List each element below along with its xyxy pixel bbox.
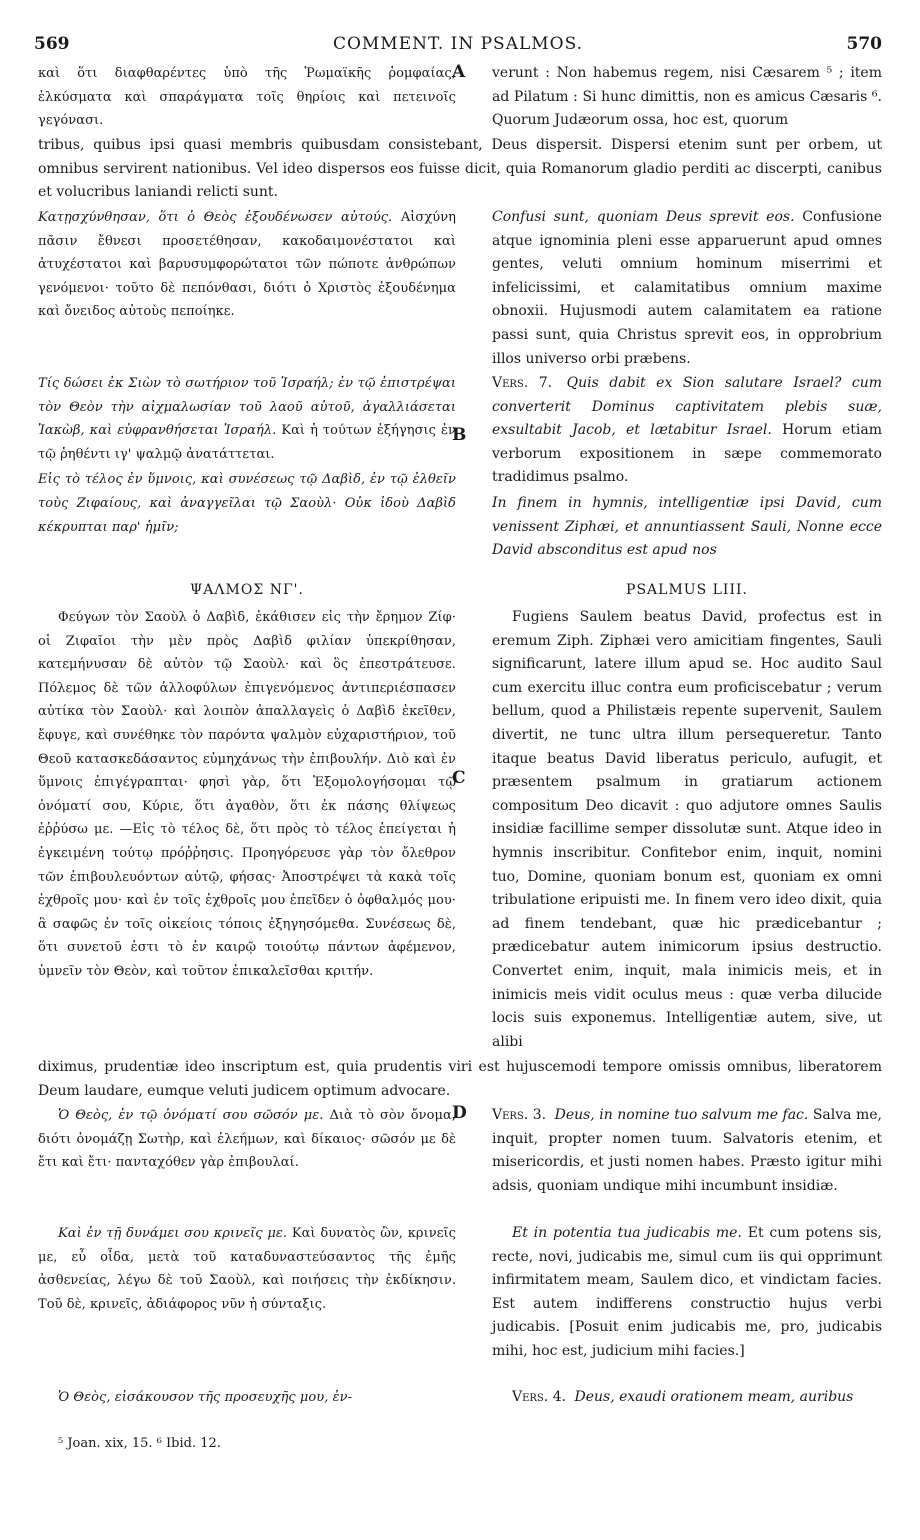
margin-letter-d: D: [452, 1103, 467, 1123]
latin-column: [492, 372, 882, 563]
latin-psalm-inscription: In finem in hymnis, intelligentiæ ipsi David, cum venissent Ziphæi, et annuntiassent Sauli, Nonne ecce David absconditus est apud nos: [492, 494, 882, 559]
latin-commentary: Horum etiam verborum expositionem in sæpe commemorato tradidimus psalmo.: [492, 422, 882, 486]
verse-number: Vers. 7.: [492, 375, 553, 391]
page-number-right: 570: [846, 34, 882, 54]
latin-column: [492, 206, 882, 371]
latin-lemma: Quis dabit ex Sion salutare Israel? cum converterit Dominus captivitatem plebis suæ, exsultabit Jacob, et lætabitur Israel.: [492, 375, 882, 439]
latin-lemma: Deus, in nomine tuo salvum me fac.: [554, 1107, 809, 1123]
margin-letter-b: B: [452, 425, 467, 445]
greek-column: [38, 372, 456, 539]
latin-psalm-title: PSALMUS LIII.: [626, 582, 748, 598]
greek-column: [38, 1222, 456, 1316]
margin-letter-c: C: [452, 768, 466, 788]
greek-lemma: Κατῃσχύνθησαν, ὅτι ὁ Θεὸς ἐξουδένωσεν αὐτούς.: [38, 210, 393, 225]
footnote: ⁵ Joan. xix, 15. ⁶ Ibid. 12.: [58, 1436, 221, 1451]
greek-argument: Φεύγων τὸν Σαοὺλ ὁ Δαβὶδ, ἐκάθισεν εἰς τὴν ἔρημον Ζίφ· οἱ Ζιφαῖοι τὴν μὲν πρὸς Δαβὶδ φιλίαν ὑπεκρίθησαν, κατεμήνυσαν δὲ αὐτὸν τῷ Σαοὺλ· καὶ ὃς ἐπεστράτευσε. Πόλεμος δὲ τῶν ἀλλοφύλων ἐπιγενόμενος ἀντιπεριέσπασεν αὐτίκα τὸν Σαοὺλ· καὶ λοιπὸν ἀπαλλαγεὶς ὁ Δαβὶδ ἐκεῖθεν, ἔφυγε, καὶ συνέθηκε τὸν παρόντα ψαλμὸν εὐχαριστήριον, τοῦ Θεοῦ κατασκεδάσαντος εὐμηχάνως τὴν ἐπιβουλήν. Διὸ καὶ ἐν ὕμνοις ἐπιγέγραπται· φησὶ γὰρ, ὅτι Ἐξομολογήσομαι τῷ ὀνόματί σου, Κύριε, ὅτι ἀγαθὸν, ὅτι ἐκ πάσης θλίψεως ἐῤῥύσω με. —Εἰς τὸ τέλος δὲ, ὅτι πρὸς τὸ τέλος ἐπείγεται ἡ ἐγκειμένη τούτῳ πρόῤῥησις. Προηγόρευσε γὰρ τὸν ὄλεθρον τῶν ἐπιβουλευόντων αὐτῷ, φήσας· Ἀποστρέψει τὰ κακὰ τοῖς ἐχθροῖς μου· καὶ ἐν τοῖς ἐχθροῖς μου ἐπεῖδεν ὁ ὀφθαλμός μου· ἃ σαφῶς ἐν τοῖς οἰκείοις τόποις ἐξηγησόμεθα. Συνέσεως δὲ, ὅτι συνετοῦ ἐστι τὸ ἐν καιρῷ τοιούτῳ πάντων ἀφέμενον, ὑμνεῖν τὸν Θεὸν, καὶ τοῦτον ἐπικαλεῖσθαι κριτήν.: [38, 610, 456, 979]
greek-lemma: Καὶ ἐν τῇ δυνάμει σου κρινεῖς με.: [58, 1226, 288, 1241]
latin-lemma: Deus, exaudi orationem meam, auribus: [574, 1389, 854, 1405]
page-header: [34, 34, 882, 58]
full-width-paragraph-1: tribus, quibus ipsi quasi membris quibusdam consistebant, Deus dispersit. Dispersi etenim sunt per orbem, ut omnibus servirent nationibus. Vel ideo dispersos eos fuisse dicit, quia Romanorum gladio perditi ac discerpti, canibus et volucribus laniandi relicti sunt.: [38, 137, 882, 201]
greek-psalm-title: ΨΑΛΜΟΣ ΝΓ'.: [190, 582, 304, 598]
verse-number: Vers. 3.: [492, 1107, 547, 1123]
greek-column: [38, 1104, 456, 1175]
greek-commentary: Αἰσχύνη πᾶσιν ἔθνεσι προσετέθησαν, κακοδαιμονέστατοι καὶ ἀτυχέστατοι καὶ βαρυσυμφορώτατοι τῶν πώποτε ἀνθρώπων γενόμενοι· τοῦτο δὲ πεπόνθασι, διότι ὁ Χριστὸς ἐξουδένημα καὶ ὄνειδος αὐτοὺς πεποίηκε.: [38, 210, 456, 320]
full-width-paragraph-2: diximus, prudentiæ ideo inscriptum est, quia prudentis viri est hujuscemodi tempore omissis omnibus, liberatorem Deum laudare, eumque veluti judicem optimum advocare.: [38, 1059, 882, 1099]
greek-commentary: Διὰ τὸ σὸν ὄνομα, διότι ὀνομάζῃ Σωτὴρ, καὶ ἐλεήμων, καὶ δίκαιος· σῶσόν με δὲ ἔτι καὶ ἔτι· πανταχόθεν γὰρ ἐπιβουλαί.: [38, 1108, 456, 1171]
greek-lemma: Ὁ Θεὸς, εἰσάκουσον τῆς προσευχῆς μου, ἐν-: [58, 1390, 353, 1405]
latin-lemma: Et in potentia tua judicabis me.: [512, 1225, 742, 1241]
latin-commentary: Confusione atque ignominia pleni esse apparuerunt apud omnes gentes, veluti omnium hominum miserrimi et infelicissimi, et calamitatibus omnium maxime obnoxii. Hujusmodi autem calamitatem ea ratione passi sunt, quia Christus sprevit eos, in opprobrium illos universo orbi præbens.: [492, 209, 882, 367]
greek-lemma: Τίς δώσει ἐκ Σιὼν τὸ σωτήριον τοῦ Ἰσραήλ; ἐν τῷ ἐπιστρέψαι τὸν Θεὸν τὴν αἰχμαλωσίαν τοῦ λαοῦ αὐτοῦ, ἀγαλλιάσεται Ἰακὼβ, καὶ εὐφρανθήσεται Ἰσραήλ.: [38, 376, 456, 439]
latin-argument: Fugiens Saulem beatus David, profectus est in eremum Ziph. Ziphæi vero amicitiam fingentes, Sauli significarunt, latere illum apud se. Hoc audito Saul cum exercitu illuc contra eum proficiscebatur ; verum bellum, quod a Philistæis repente supervenit, Saulem divertit, ne tunc ultra illum persequeretur. Tanto itaque beatus David liberatus periculo, aufugit, et præsentem psalmum in gratiarum actionem compositum Deo dicavit : quo adjutore omnes Saulis insidiæ facillime semper dissolutæ sunt. Atque ideo in hymnis inscribitur. Confitebor enim, inquit, nomini tuo, Domine, quoniam bonum est, quoniam ex omni tribulatione eripuisti me. In finem vero ideo dixit, quia ad finem tendebant, quæ hic prædicebantur ; prædicebatur autem inimicorum ipsius destructio. Convertet enim, inquit, mala inimicis meis, et in inimicis meis vidit oculus meus : quæ verba dilucide locis suis exponemus. Intelligentiæ autem, sive, ut alibi: [492, 609, 882, 1050]
latin-lemma: Confusi sunt, quoniam Deus sprevit eos.: [492, 209, 795, 225]
verse-number: Vers. 4.: [512, 1389, 567, 1405]
greek-commentary: Καὶ δυνατὸς ὢν, κρινεῖς με, εὖ οἶδα, μετὰ τοῦ καταδυναστεύσαντος τῆς ἐμῆς ἀσθενείας, λέγω δὲ τοῦ Σαοὺλ, καὶ ποιήσεις τὴν ἐκδίκησιν. Τοῦ δὲ, κρινεῖς, ἀδιάφορος νῦν ἡ σύνταξις.: [38, 1226, 456, 1312]
running-title: COMMENT. IN PSALMOS.: [332, 34, 584, 54]
greek-column: [38, 206, 456, 324]
page-number-left: 569: [34, 34, 70, 54]
latin-column: [492, 1222, 882, 1364]
margin-letter-a: A: [452, 62, 466, 82]
greek-lemma: Ὁ Θεὸς, ἐν τῷ ὀνόματί σου σῶσόν με.: [58, 1108, 324, 1123]
latin-column: [492, 1386, 882, 1410]
greek-commentary: Καὶ ἡ τούτων ἐξήγησις ἐν τῷ ῥηθέντι ιγ' ψαλμῷ ἀνατάττεται.: [38, 423, 456, 462]
greek-psalm-inscription: Εἰς τὸ τέλος ἐν ὕμνοις, καὶ συνέσεως τῷ Δαβὶδ, ἐν τῷ ἐλθεῖν τοὺς Ζιφαίους, καὶ ἀναγγεῖλαι τῷ Σαοὺλ· Οὐκ ἰδοὺ Δαβὶδ κέκρυπται παρ' ἡμῖν;: [38, 472, 456, 535]
latin-commentary: Salva me, inquit, propter nomen tuum. Salvatoris etenim, et misericordis, et justi nomen habes. Præsto igitur mihi adsis, quoniam undique mihi incumbunt insidiæ.: [492, 1107, 882, 1194]
latin-column: [492, 1104, 882, 1198]
latin-commentary: Et cum potens sis, recte, novi, judicabis me, simul cum iis qui opprimunt infirmitatem meam, Saulem dico, et vindictam facies. Est autem indifferens constructio hujus verbi judicabis. [Posuit enim judicabis me, pro, judicabis mihi, hoc est, judicium mihi facies.]: [492, 1225, 883, 1359]
greek-paragraph: καὶ ὅτι διαφθαρέντες ὑπὸ τῆς Ῥωμαϊκῆς ῥομφαίας, ἑλκύσματα καὶ σπαράγματα τοῖς θηρίοις καὶ πετεινοῖς γεγόνασι.: [38, 66, 456, 129]
latin-paragraph: verunt : Non habemus regem, nisi Cæsarem ⁵ ; item ad Pilatum : Si hunc dimittis, non es amicus Cæsaris ⁶. Quorum Judæorum ossa, hoc est, quorum: [492, 65, 882, 129]
